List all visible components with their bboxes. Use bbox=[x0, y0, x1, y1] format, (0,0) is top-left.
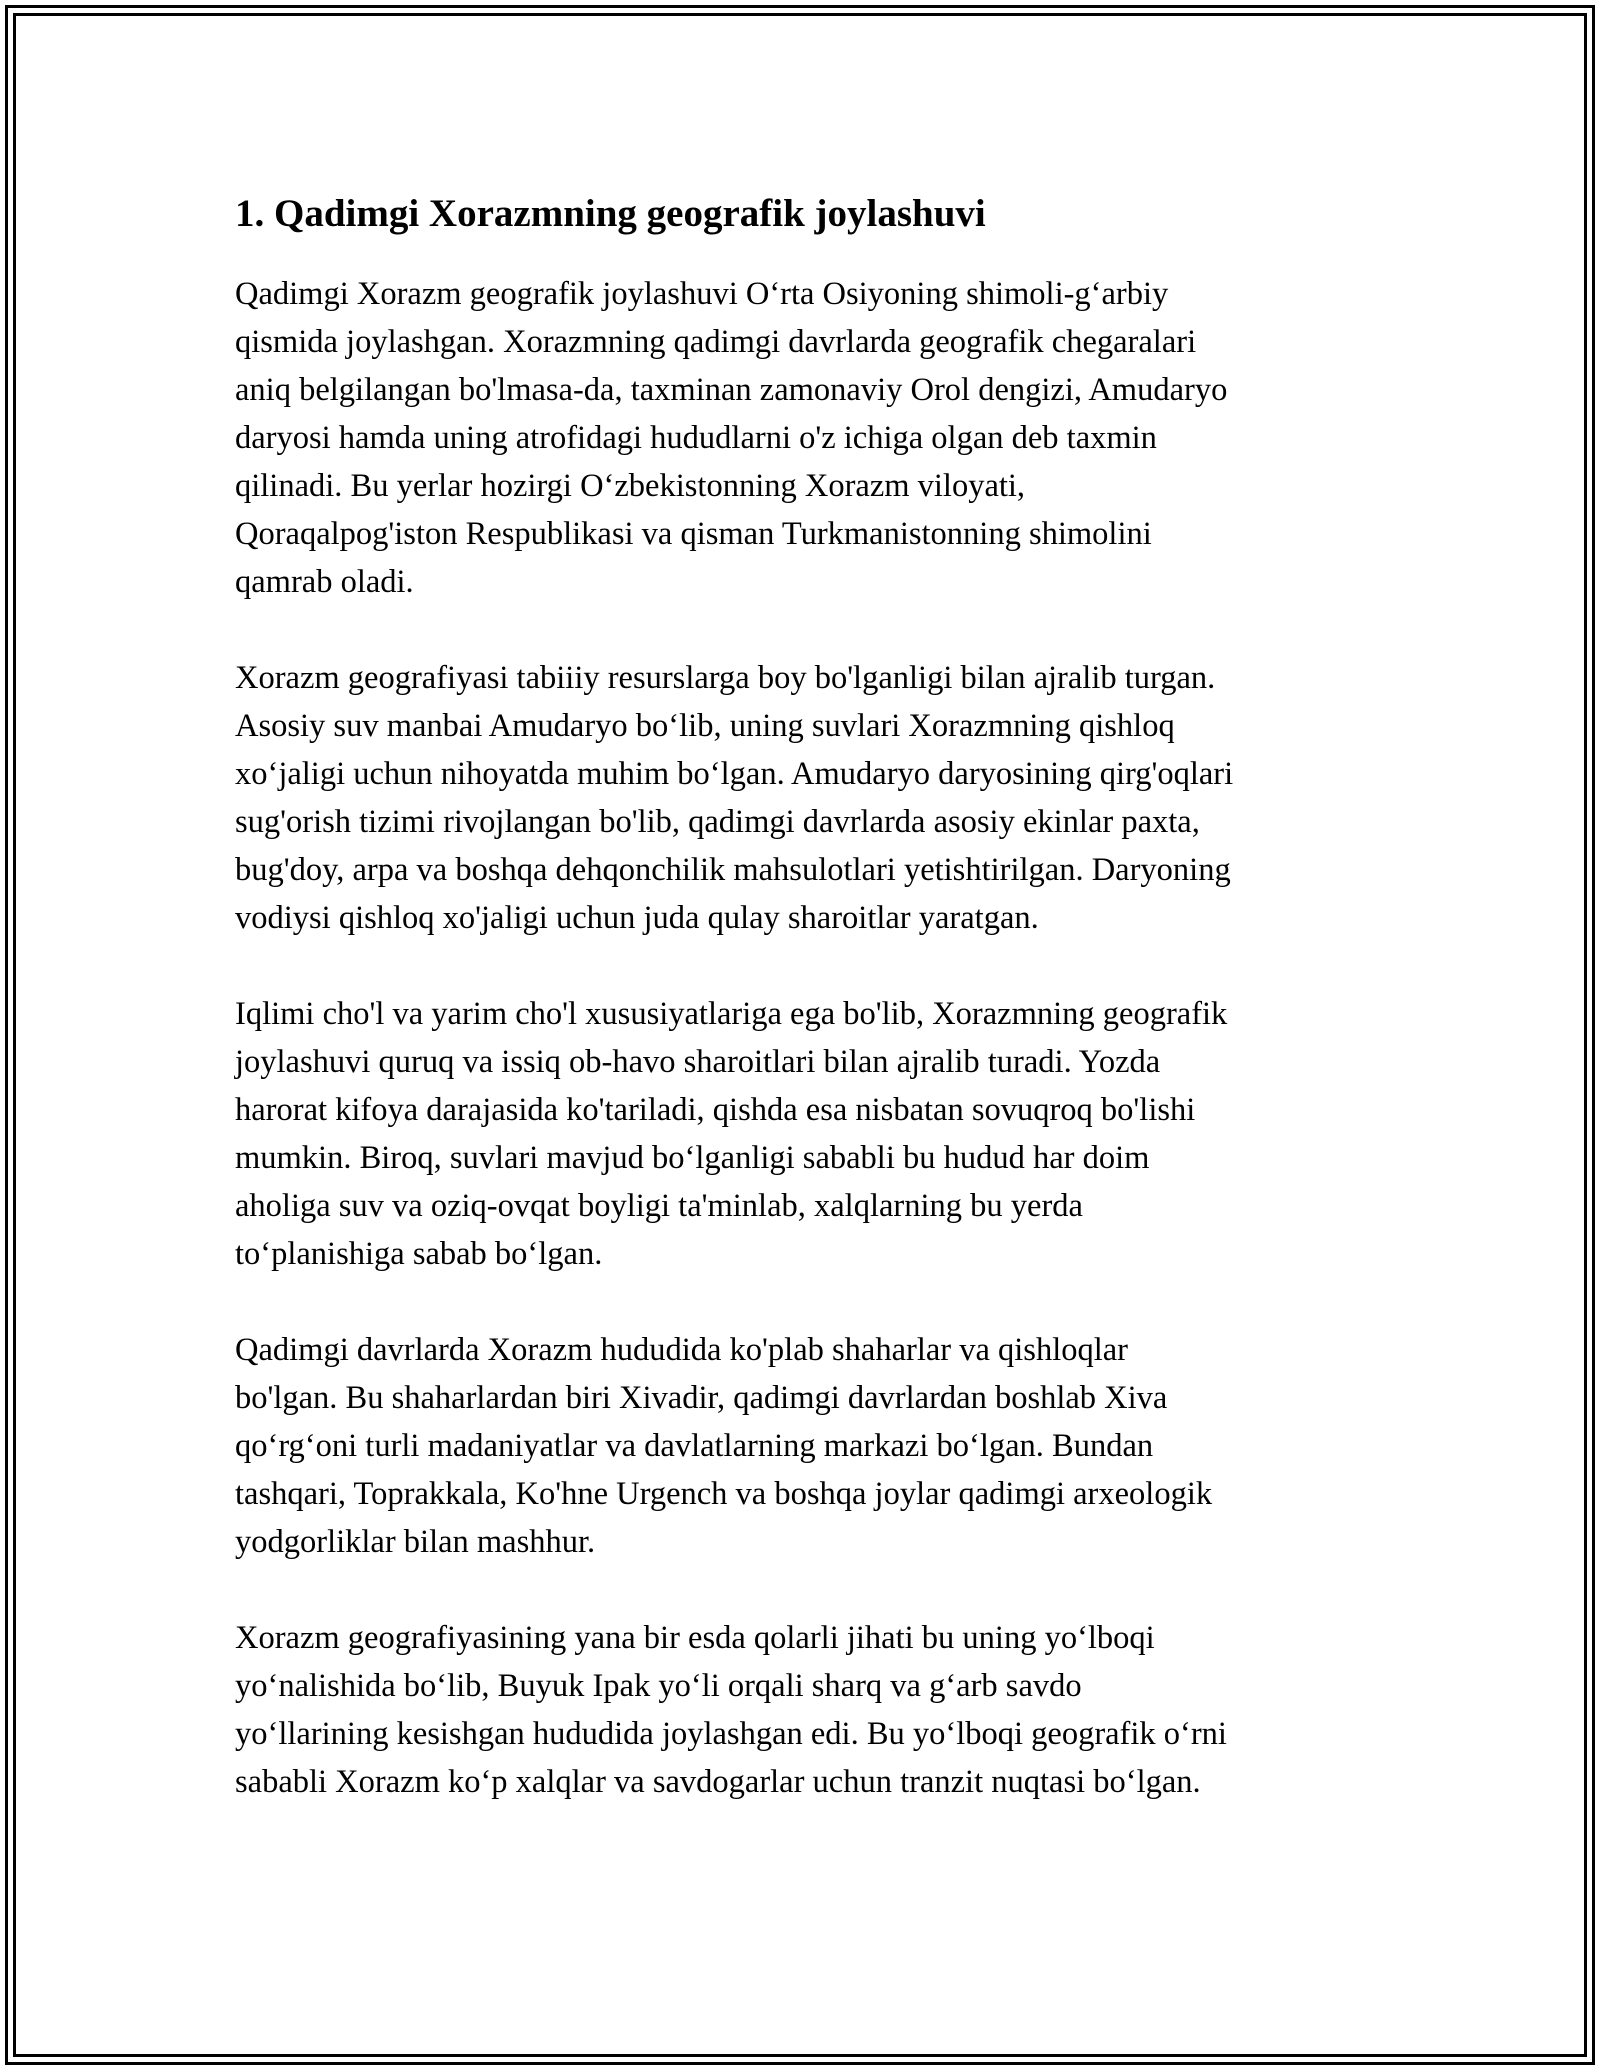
paragraph-silk-road: Xorazm geografiyasining yana bir esda qolarli jihati bu uning yo‘lboqi yo‘nalishida bo‘lib, Buyuk Ipak yo‘li orqali sharq va g‘arb savdo yo‘llarining kesishgan hududida joylashgan edi. Bu yo‘lboqi geografik o‘rni sababli Xorazm ko‘p xalqlar va savdogarlar uchun tranzit nuqtasi bo‘lgan. bbox=[235, 1620, 1227, 1800]
paragraph-cities: Qadimgi davrlarda Xorazm hududida ko'plab shaharlar va qishloqlar bo'lgan. Bu shaharlardan biri Xivadir, qadimgi davrlardan boshlab Xiva qo‘rg‘oni turli madaniyatlar va davlatlarning markazi bo‘lgan. Bundan tashqari, Toprakkala, Ko'hne Urgench va boshqa joylar qadimgi arxeologik yodgorliklar bilan mashhur. bbox=[235, 1332, 1213, 1560]
document-body bbox=[235, 190, 1370, 1806]
paragraph-climate: Iqlimi cho'l va yarim cho'l xususiyatlariga ega bo'lib, Xorazmning geografik joylashuvi quruq va issiq ob-havo sharoitlari bilan ajralib turadi. Yozda harorat kifoya darajasida ko'tariladi, qishda esa nisbatan sovuqroq bo'lishi mumkin. Biroq, suvlari mavjud bo‘lganligi sababli bu hudud har doim aholiga suv va oziq-ovqat boyligi ta'minlab, xalqlarning bu yerda to‘planishiga sabab bo‘lgan. bbox=[235, 996, 1228, 1272]
section-title: 1. Qadimgi Xorazmning geografik joylashuvi bbox=[235, 192, 986, 235]
paragraph-natural-resources: Xorazm geografiyasi tabiiiy resurslarga boy bo'lganligi bilan ajralib turgan. Asosiy suv manbai Amudaryo bo‘lib, uning suvlari Xorazmning qishloq xo‘jaligi uchun nihoyatda muhim bo‘lgan. Amudaryo daryosining qirg'oqlari sug'orish tizimi rivojlangan bo'lib, qadimgi davrlarda asosiy ekinlar paxta, bug'doy, arpa va boshqa dehqonchilik mahsulotlari yetishtirilgan. Daryoning vodiysi qishloq xo'jaligi uchun juda qulay sharoitlar yaratgan. bbox=[235, 660, 1234, 936]
paragraph-geographic-location: Qadimgi Xorazm geografik joylashuvi O‘rta Osiyoning shimoli-g‘arbiy qismida joylashgan. Xorazmning qadimgi davrlarda geografik chegaralari aniq belgilangan bo'lmasa-da, taxminan zamonaviy Orol dengizi, Amudaryo daryosi hamda uning atrofidagi hududlarni o'z ichiga olgan deb taxmin qilinadi. Bu yerlar hozirgi O‘zbekistonning Xorazm viloyati, Qoraqalpog'iston Respublikasi va qisman Turkmanistonning shimolini qamrab oladi. bbox=[235, 276, 1228, 600]
